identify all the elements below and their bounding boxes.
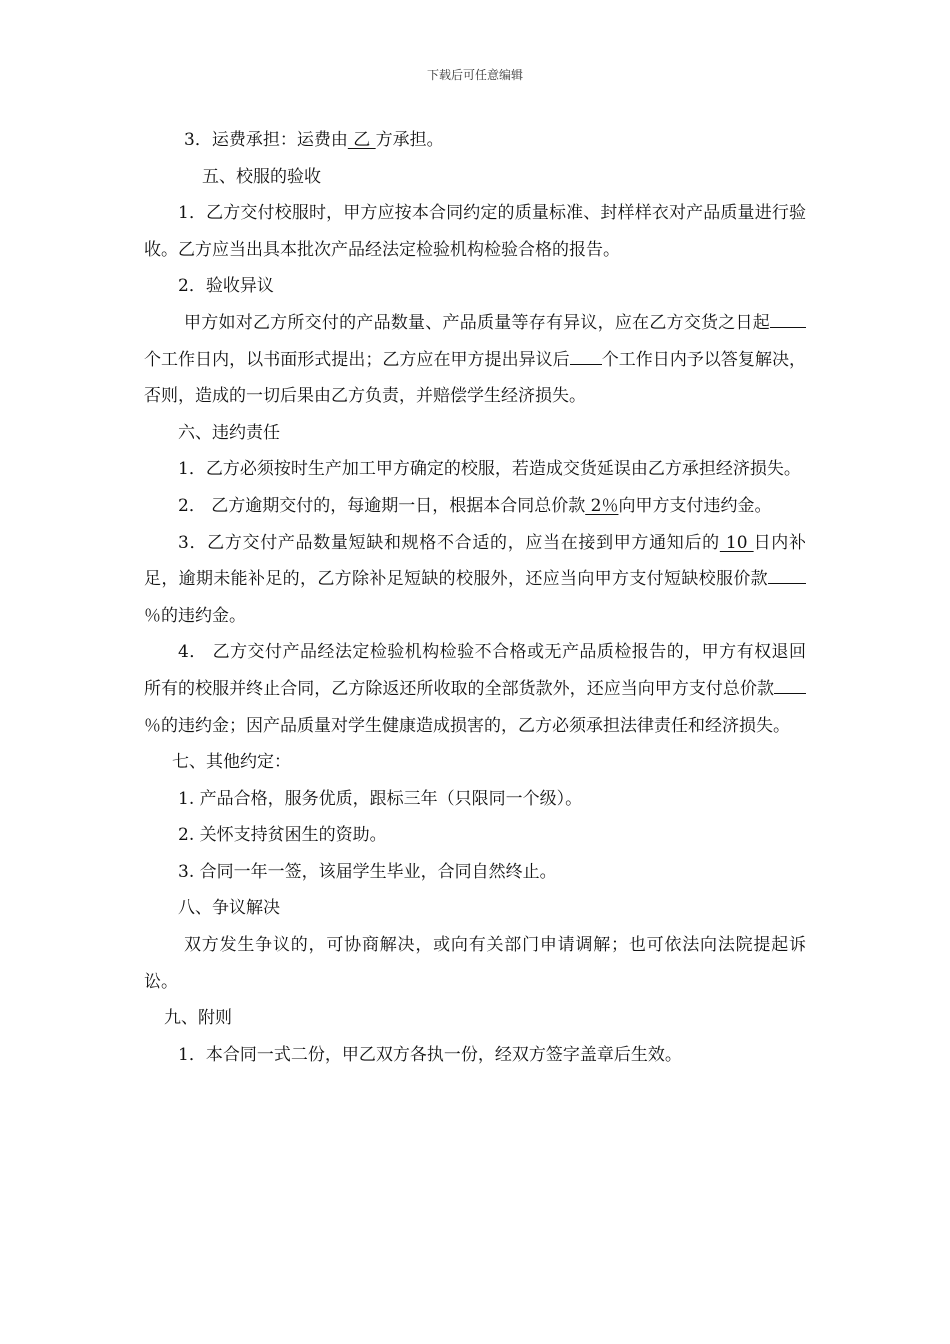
other-item-1: 1. 产品合格，服务优质，跟标三年（只限同一个级）。 xyxy=(178,788,583,809)
clause-acceptance-objection: 甲方如对乙方所交付的产品数量、产品质量等存有异议，应在乙方交货之日起个工作日内，以书面形式提出；乙方应在甲方提出异议后 个工作日内予以答复解决，否则，造成的一切后果由乙方负责，并赔偿学生经济损失。 xyxy=(144,305,806,415)
section-heading-5: 五、校服的验收 xyxy=(202,166,321,187)
clause-dispute: 双方发生争议的，可协商解决，或向有关部门申请调解；也可依法向法院提起诉讼。 xyxy=(144,935,806,992)
clause-liability-3: 3．乙方交付产品数量短缺和规格不合适的，应当在接到甲方通知后的 10 日内补足，逾期未能补足的，乙方除补足短缺的校服外，还应当向甲方支付短缺校服价款％的违约金。 xyxy=(144,532,806,626)
section-heading-7: 七、其他约定： xyxy=(172,752,291,773)
clause-liability-4: 4． 乙方交付产品经法定检验机构检验不合格或无产品质检报告的，甲方有权退回所有的校服并终止合同，乙方除返还所收取的全部货款外，还应当向甲方支付总价款％的违约金；因产品质量对学生健康造成损害的，乙方必须承担法律责任和经济损失。 xyxy=(144,642,806,736)
blank-field xyxy=(770,307,806,328)
clause-liability-1: 1．乙方必须按时生产加工甲方确定的校服，若造成交货延误由乙方承担经济损失。 xyxy=(178,459,801,480)
blank-field xyxy=(774,673,806,694)
section-heading-6: 六、违约责任 xyxy=(178,422,280,443)
replenish-days: 10 xyxy=(719,532,754,553)
document-body xyxy=(144,122,806,1073)
section-heading-8: 八、争议解决 xyxy=(178,898,280,919)
clause-freight: 3．运费承担：运费由 乙 方承担。 xyxy=(184,130,444,150)
page-header: 下载后可任意编辑 xyxy=(426,68,523,82)
penalty-rate: 2％ xyxy=(585,495,619,516)
clause-liability-2: 2． 乙方逾期交付的，每逾期一日，根据本合同总价款 2％向甲方支付违约金。 xyxy=(178,495,772,516)
freight-party: 乙 xyxy=(347,130,376,150)
clause-acceptance-1: 1．乙方交付校服时，甲方应按本合同约定的质量标准、封样样衣对产品质量进行验收。乙方应当出具本批次产品经法定检验机构检验合格的报告。 xyxy=(144,203,806,260)
other-item-3: 3. 合同一年一签，该届学生毕业，合同自然终止。 xyxy=(178,861,557,882)
clause-supplementary-1: 1．本合同一式二份，甲乙双方各执一份，经双方签字盖章后生效。 xyxy=(178,1044,682,1065)
blank-field xyxy=(768,563,806,584)
clause-acceptance-2-title: 2．验收异议 xyxy=(178,276,274,297)
section-heading-9: 九、附则 xyxy=(164,1008,232,1029)
blank-field xyxy=(570,344,602,365)
other-item-2: 2. 关怀支持贫困生的资助。 xyxy=(178,825,387,846)
